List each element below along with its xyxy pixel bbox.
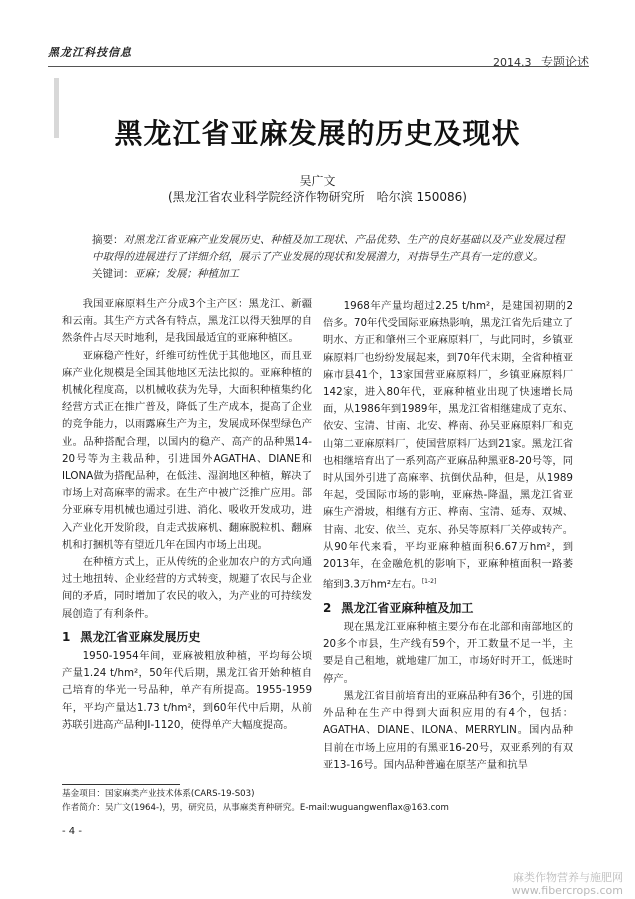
abstract-label: 摘要： xyxy=(92,234,124,246)
body-paragraph: 我国亚麻原料生产分成3个主产区：黑龙江、新疆和云南。其生产方式各有特点，黑龙江以得天独厚的自然条件占尽天时地利，是我国最适宜的亚麻种植区。 xyxy=(62,298,312,345)
body-paragraph: 现在黑龙江亚麻种植主要分布在北部和南部地区的20多个市县，生产线有59个，开工数量不足一半，主要是自己租地，就地建厂加工，市场好时开工，低迷时停产。 xyxy=(323,621,573,685)
abstract-block xyxy=(92,232,570,283)
watermark-title: 麻类作物营养与施肥网 xyxy=(513,871,623,884)
watermark xyxy=(512,871,623,897)
issue-header xyxy=(493,53,589,70)
keywords-text: 亚麻；发展；种植加工 xyxy=(134,268,239,280)
right-column xyxy=(323,298,573,774)
journal-logo: 黑龙江科技信息 xyxy=(48,46,132,59)
article-title: 黑龙江省亚麻发展的历史及现状 xyxy=(114,117,521,150)
section-number: 1 xyxy=(62,629,71,644)
author-bio: 作者简介：吴广文(1964-)，男，研究员，从事麻类育种研究。E-mail:wuguangwenflax@163.com xyxy=(62,803,449,813)
section-heading-2 xyxy=(323,600,573,617)
author-affiliation: (黑龙江省农业科学院经济作物研究所 哈尔滨 150086) xyxy=(168,190,467,204)
funding-note: 基金项目：国家麻类产业技术体系(CARS-19-S03) xyxy=(62,789,255,799)
body-paragraph xyxy=(323,298,573,594)
section-number: 2 xyxy=(323,600,332,615)
issue-number: 2014.3 xyxy=(492,56,532,69)
footnote xyxy=(62,787,482,815)
body-paragraph: 亚麻稳产性好，纤维可纺性优于其他地区，而且亚麻产业化规模是全国其他地区无法比拟的。亚麻种植的机械化程度高，以机械收获为先导，大面积种植集约化经营方式正在推广普及，降低了生产成本，提高了企业的竞争能力，以雨露麻生产为主，发展成环保型绿色产业。品种搭配合理，以国内的稳产、高产的品种黑14-20号等为主栽品种，引进国外AGATHA、DIANE和ILONA做为搭配品种，在低洼、湿润地区种植，解决了市场上对高麻率的需求。在生产中被广泛推广应用。部分亚麻专用机械也通过引进、消化、吸收开发成功，进入产业化开发阶段，自走式拔麻机、翻麻脱粒机、翻麻机和打捆机等有望近几年在国内市场上出现。 xyxy=(62,349,312,551)
abstract-text: 对黑龙江省亚麻产业发展历史、种植及加工现状、产品优势、生产的良好基础以及产业发展过程中取得的进展进行了详细介绍，展示了产业发展的现状和发展潜力，对指导生产具有一定的意义。 xyxy=(92,234,565,263)
keywords-label: 关键词： xyxy=(92,268,134,280)
author-name: 吴广文 xyxy=(299,174,336,188)
abstract xyxy=(92,232,570,266)
body-paragraph: 黑龙江省目前培育出的亚麻品种有36个，引进的国外品种在生产中得到大面积应用的有4个，包括：AGATHA、DIANE、ILONA、MERRYLIN。国内品种目前在市场上应用的有黑亚16-20号，双亚系列的有双亚13-16号。国内品种普遍在原茎产量和抗旱 xyxy=(323,689,573,771)
left-column xyxy=(62,296,312,734)
body-text: 1968年产量均超过2.25 t/hm²，是建国初期的2倍多。70年代受国际亚麻热影响，黑龙江省先后建立了明水、方正和肇州三个亚麻原料厂，与此同时，乡镇亚麻原料厂也纷纷发展起来，到70年代末期，全省种植亚麻市县41个，13家国营亚麻原料厂，乡镇亚麻原料厂142家，进入80年代，亚麻种植业出现了快速增长局面，从1986年到1989年，黑龙江省相继建成了克东、依安、宝清、甘南、北安、桦南、孙吴亚麻原料厂和克山第二亚麻原料厂，使国营原料厂达到21家。黑龙江省也相继培育出了一系列高产亚麻品种黑亚8-20号等，同时从国外引进了高麻率、抗倒伏品种，但是，从1989年起，受国际市场的影响，亚麻热-降温，黑龙江省亚麻生产滑坡，相继有方正、桦南、宝清、延寿、双城、甘南、北安、依兰、克东、孙吴等原料厂关停或转产。从90年代来看，平均亚麻种植面积6.67万hm²，到2013年，在金融危机的影响下，亚麻种植面积一路萎缩到3.3万hm²左右。 xyxy=(323,300,573,591)
section-title: 黑龙江省亚麻种植及加工 xyxy=(341,600,474,615)
watermark-url: www.fibercrops.com xyxy=(511,884,623,897)
body-paragraph: 1950-1954年间，亚麻被粗放种植，平均每公顷产量1.24 t/hm²，50年代后期，黑龙江省开始种植自己培育的华光一号品种，单产有所提高。1955-1959年，平均产量达1.73 t/hm²，到60年代中后期，从前苏联引进高产品种JI-1120，使得单产大幅度提高。 xyxy=(62,650,312,731)
footnote-rule xyxy=(62,784,180,785)
header-rule xyxy=(48,66,589,67)
citation: [1-2] xyxy=(421,578,437,586)
keywords xyxy=(92,266,570,283)
section-heading-1 xyxy=(62,629,312,646)
section-title: 黑龙江省亚麻发展历史 xyxy=(80,629,201,644)
section-name: 专题论述 xyxy=(540,55,589,69)
page-number: - 4 - xyxy=(62,826,82,837)
body-paragraph: 在种植方式上，正从传统的企业加农户的方式向通过土地扭转、企业经营的方式转变，规避了农民与企业间的矛盾，同时增加了农民的收入，为产业的可持续发展创造了有利条件。 xyxy=(62,556,312,620)
